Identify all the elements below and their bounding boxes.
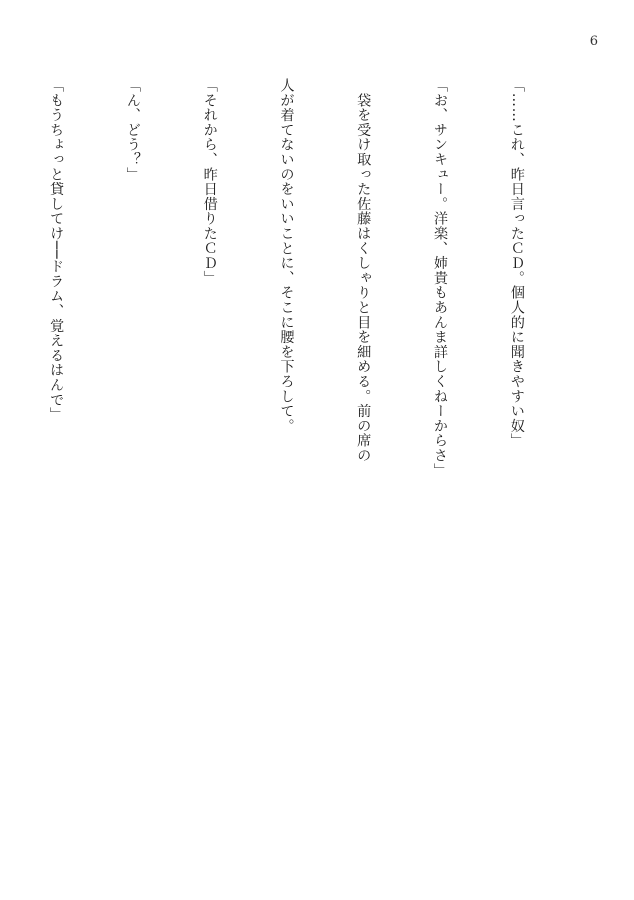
- text-line: 「お、サンキュー。洋楽、姉貴もあんま詳しくねーからさ」: [432, 78, 449, 478]
- text-line: 「それから、昨日借りたＣＤ」: [201, 78, 218, 286]
- text-line: 「もうちょっと貸してけ──ドラム、覚えるはんで」: [48, 78, 65, 422]
- text-line: 「ん、どう？」: [124, 78, 141, 182]
- text-line: 袋を受け取った佐藤はくしゃりと目を細める。前の席の: [355, 78, 372, 463]
- body-text: [0, 78, 580, 478]
- text-line: 人が着てないのをいいことに、そこに腰を下ろして。: [278, 78, 295, 434]
- page-number: 6: [589, 34, 598, 49]
- text-line: 「……これ、昨日言ったＣＤ。個人的に聞きやすい奴」: [508, 78, 525, 448]
